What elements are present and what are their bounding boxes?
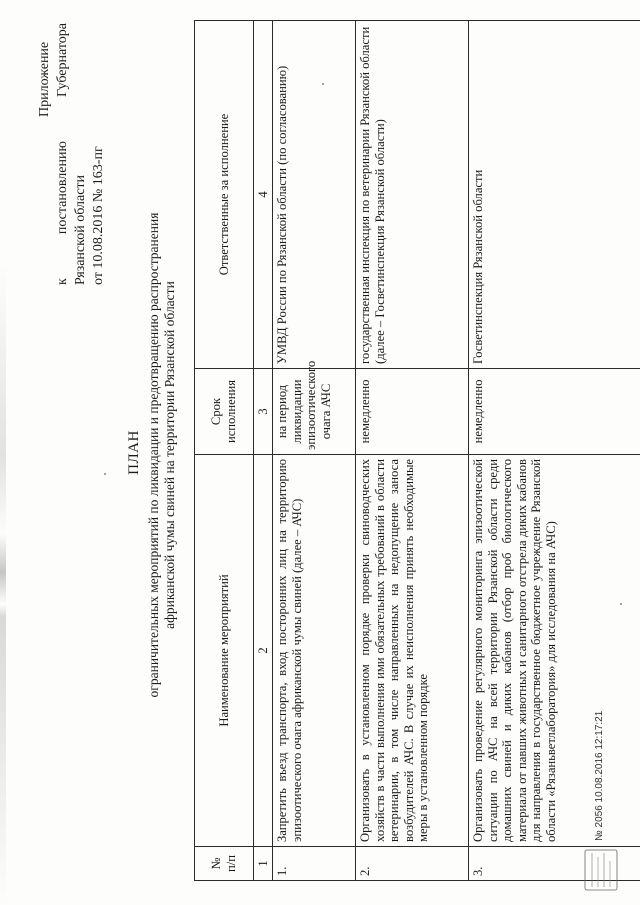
registry-stamp-icon	[584, 849, 618, 891]
column-number: 2	[254, 455, 273, 847]
plan-subtitle-line-1: ограничительных мероприятий по ликвидации и предотвращению распространения	[146, 212, 161, 698]
column-number: 3	[254, 369, 273, 455]
appendix-title: Приложение	[37, 41, 52, 117]
scan-speck	[620, 603, 622, 605]
row-number: 3.	[469, 847, 640, 881]
header-number: № п/п	[195, 847, 254, 881]
scan-speck	[322, 83, 324, 85]
appendix-line-date: от 10.08.2016 № 163-пг	[91, 146, 106, 285]
header-action: Наименование мероприятий	[195, 455, 254, 847]
footer-doc-id: № 2056 10.08.2016 12:17:21	[594, 710, 605, 841]
row-action: Организовать в установленном порядке проверки свиноводческих хозяйств в части выполнения ими обязательных требований в области ветеринарии, в том числе направленных на недопущение заноса возбудителей АЧС. В случае их неисполнения принять необходимые меры в установленном порядке	[356, 455, 469, 847]
appendix-line-decree: к постановлению Губернатора	[55, 23, 70, 285]
row-term: немедленно	[356, 369, 469, 455]
scan-speck	[104, 473, 106, 475]
row-number: 2.	[356, 847, 469, 881]
row-term: на период ликвидации эпизоотического очага АЧС	[273, 369, 356, 455]
table-row	[469, 21, 640, 881]
header-term: Срок исполнения	[195, 369, 254, 455]
plan-subtitle	[146, 175, 178, 735]
row-number: 1.	[273, 847, 356, 881]
row-responsible: УМВД России по Рязанской области (по согласованию)	[273, 21, 356, 369]
row-term: немедленно	[469, 369, 640, 455]
header-responsible: Ответственные за исполнение	[195, 21, 254, 369]
column-number: 4	[254, 21, 273, 369]
table-row	[356, 21, 469, 881]
plan-subtitle-line-2: африканской чумы свиней на территории Рязанской области	[162, 281, 177, 629]
row-action: Запретить въезд транспорта, вход посторонних лиц на территорию эпизоотического очага африканской чумы свиней (далее – АЧС)	[273, 455, 356, 847]
table-header-row	[195, 21, 254, 881]
row-responsible: государственная инспекция по ветеринарии Рязанской области (далее – Госветинспекция Рязанской области)	[356, 21, 469, 369]
column-number: 1	[254, 847, 273, 881]
table-row	[273, 21, 356, 881]
plan-title: ПЛАН	[126, 430, 142, 475]
appendix-line-region: Рязанской области	[73, 174, 88, 285]
scan-artifact	[0, 265, 6, 905]
plan-table	[194, 20, 640, 881]
column-number-row	[254, 21, 273, 881]
appendix-block	[36, 23, 108, 285]
row-action: Организовать проведение регулярного мониторинга эпизоотической ситуации по АЧС на всей территории Рязанской области среди домашних свиней и диких кабанов (отбор проб биологического материала от павших животных и санитарного отстрела диких кабанов для направления в государственное бюджетное учреждение Рязанской области «Рязаньветлаборатория» для исследования на АЧС)	[469, 455, 640, 847]
row-responsible: Госветинспекция Рязанской области	[469, 21, 640, 369]
